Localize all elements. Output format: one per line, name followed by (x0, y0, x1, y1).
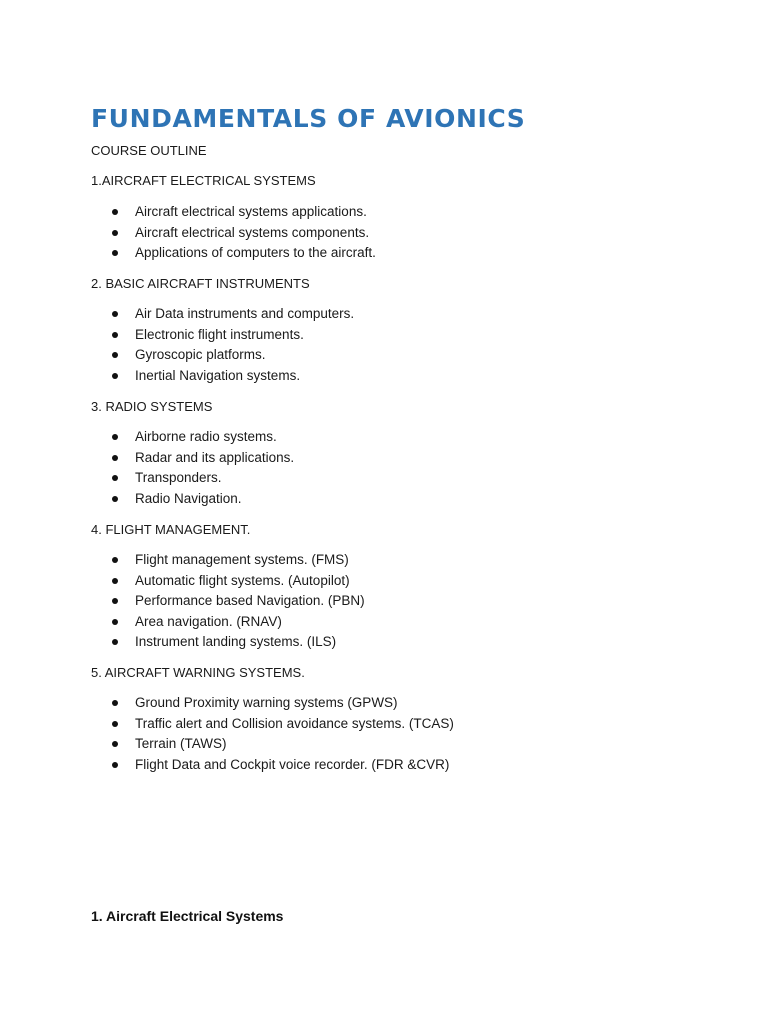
list-item-text: Transponders. (135, 470, 222, 485)
bullet-icon (112, 741, 118, 747)
list-item (91, 571, 365, 592)
bullet-icon (112, 434, 118, 440)
bullet-icon (112, 639, 118, 645)
bullet-icon (112, 209, 118, 215)
list-item (91, 325, 354, 346)
section-list-radio (91, 427, 294, 509)
list-item (91, 427, 294, 448)
bullet-icon (112, 578, 118, 584)
list-item-text: Flight management systems. (FMS) (135, 552, 349, 567)
section-heading-flight-management: 4. FLIGHT MANAGEMENT. (91, 522, 251, 537)
list-item-text: Flight Data and Cockpit voice recorder. (FDR &CVR) (135, 756, 450, 772)
list-item-text: Electronic flight instruments. (135, 326, 304, 342)
list-item-text: Airborne radio systems. (135, 429, 277, 444)
list-item (91, 714, 454, 735)
list-item-text: Applications of computers to the aircraft. (135, 245, 376, 260)
bullet-icon (112, 721, 118, 727)
section-list-electrical (91, 202, 376, 264)
list-item (91, 734, 454, 755)
list-item-text: Traffic alert and Collision avoidance systems. (TCAS) (135, 715, 454, 731)
section-heading-instruments: 2. BASIC AIRCRAFT INSTRUMENTS (91, 276, 310, 291)
list-item (91, 489, 294, 510)
course-outline-label: COURSE OUTLINE (91, 143, 207, 158)
list-item-text: Instrument landing systems. (ILS) (135, 634, 337, 649)
list-item (91, 448, 294, 469)
section-heading-radio: 3. RADIO SYSTEMS (91, 399, 213, 414)
bullet-icon (112, 762, 118, 768)
list-item-text: Radio Navigation. (135, 490, 242, 506)
bullet-icon (112, 598, 118, 604)
list-item-text: Aircraft electrical systems applications. (135, 204, 367, 219)
bullet-icon (112, 700, 118, 706)
bullet-icon (112, 250, 118, 256)
section-heading-warning: 5. AIRCRAFT WARNING SYSTEMS. (91, 665, 305, 680)
list-item (91, 693, 454, 714)
bullet-icon (112, 455, 118, 461)
bullet-icon (112, 373, 118, 379)
section-heading-electrical: 1.AIRCRAFT ELECTRICAL SYSTEMS (91, 173, 316, 188)
list-item-text: Performance based Navigation. (PBN) (135, 593, 365, 608)
bullet-icon (112, 619, 118, 625)
section-list-instruments (91, 304, 354, 386)
bullet-icon (112, 311, 118, 317)
list-item (91, 591, 365, 612)
section-list-flight-management (91, 550, 365, 653)
list-item-text: Automatic flight systems. (Autopilot) (135, 572, 350, 588)
bullet-icon (112, 230, 118, 236)
list-item-text: Area navigation. (RNAV) (135, 613, 282, 629)
bullet-icon (112, 352, 118, 358)
list-item-text: Inertial Navigation systems. (135, 367, 301, 383)
list-item (91, 304, 354, 325)
bullet-icon (112, 475, 118, 481)
list-item-text: Radar and its applications. (135, 449, 295, 465)
bullet-icon (112, 332, 118, 338)
document-title: FUNDAMENTALS OF AVIONICS (91, 104, 526, 133)
list-item-text: Aircraft electrical systems components. (135, 224, 370, 240)
list-item (91, 468, 294, 489)
next-section-heading: 1. Aircraft Electrical Systems (91, 908, 284, 924)
list-item (91, 243, 376, 264)
bullet-icon (112, 557, 118, 563)
list-item (91, 612, 365, 633)
list-item (91, 202, 376, 223)
list-item (91, 632, 365, 653)
bullet-icon (112, 496, 118, 502)
list-item (91, 366, 354, 387)
list-item (91, 223, 376, 244)
list-item (91, 550, 365, 571)
list-item-text: Ground Proximity warning systems (GPWS) (135, 695, 398, 710)
list-item-text: Terrain (TAWS) (135, 736, 227, 751)
section-list-warning (91, 693, 454, 775)
list-item (91, 755, 454, 776)
list-item (91, 345, 354, 366)
list-item-text: Gyroscopic platforms. (135, 347, 266, 362)
list-item-text: Air Data instruments and computers. (135, 306, 355, 321)
